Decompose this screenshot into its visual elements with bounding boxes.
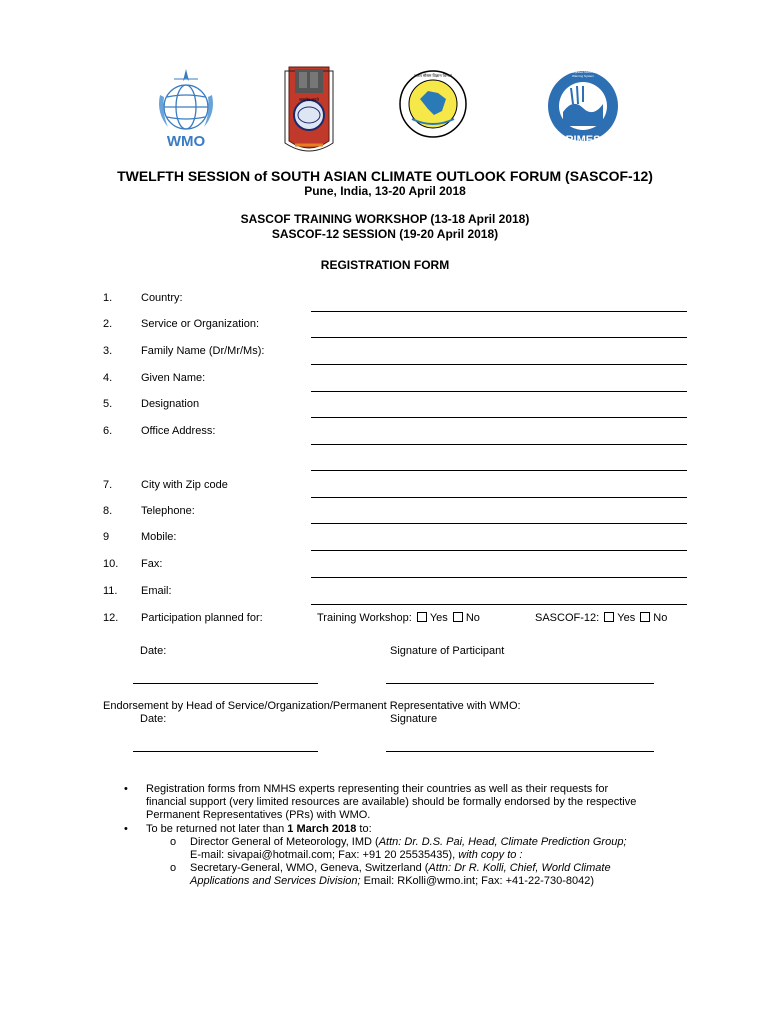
form-title: REGISTRATION FORM [320, 258, 450, 272]
field-number: 8. [103, 505, 113, 517]
designation-input-line[interactable] [311, 417, 687, 418]
note-1-line-2: financial support (very limited resources are available) should be formally endorsed by the respective [146, 796, 637, 808]
field-label-designation: Designation [141, 398, 200, 410]
note-1-line-1: Registration forms from NMHS experts representing their countries as well as their requests for [146, 783, 609, 795]
field-number: 5. [103, 398, 113, 410]
training-yes-label: Yes [429, 612, 448, 624]
sascof-label: SASCOF-12: [535, 612, 600, 624]
email-input-line[interactable] [311, 604, 687, 605]
india-emblem-text: सत्यमेव जयते [299, 97, 319, 102]
date-input-line[interactable] [133, 683, 318, 684]
imd-recipient: Director General of Meteorology, IMD ( [190, 836, 379, 848]
endorsement-date-line[interactable] [133, 751, 318, 752]
field-number: 11. [103, 585, 118, 597]
bullet-icon: • [124, 823, 128, 835]
endorsement-label: Endorsement by Head of Service/Organization/Permanent Representative with WMO: [103, 700, 521, 712]
field-label-fax: Fax: [141, 558, 163, 570]
field-number: 6. [103, 425, 113, 437]
field-label-telephone: Telephone: [141, 505, 195, 517]
field-label-country: Country: [141, 292, 183, 304]
field-row-family-name [0, 345, 770, 365]
rimes-logo [545, 68, 621, 152]
field-number: 9 [103, 531, 110, 543]
page-subtitle: Pune, India, 13-20 April 2018 [304, 184, 466, 198]
city-input-line[interactable] [311, 497, 687, 498]
sascof-no-label: No [653, 612, 668, 624]
imd-logo [398, 69, 468, 139]
bullet-icon: • [124, 783, 128, 795]
deadline-date: 1 March 2018 [287, 823, 357, 835]
field-number: 1. [103, 292, 113, 304]
training-yes-checkbox[interactable] [417, 612, 427, 622]
fax-input-line[interactable] [311, 577, 687, 578]
family-name-input-line[interactable] [311, 364, 687, 365]
field-row-designation [0, 398, 770, 418]
india-emblem-logo [277, 63, 341, 157]
organization-input-line[interactable] [311, 337, 687, 338]
field-number: 3. [103, 345, 113, 357]
wmo-division: Applications and Services Division; [190, 875, 361, 887]
field-row-organization [0, 318, 770, 338]
session-heading: SASCOF-12 SESSION (19-20 April 2018) [271, 227, 499, 241]
field-row-telephone [0, 505, 770, 525]
field-label-organization: Service or Organization: [141, 318, 259, 330]
endorsement-signature-line[interactable] [386, 751, 654, 752]
endorsement-date-label: Date: [140, 713, 167, 725]
participant-signature-line[interactable] [386, 683, 654, 684]
recipient-imd-line-2 [190, 849, 522, 862]
sascof-option [535, 612, 667, 624]
wmo-logo [152, 65, 220, 153]
field-row-email [0, 585, 770, 605]
note-2 [146, 823, 372, 836]
field-row-given-name [0, 372, 770, 392]
wmo-contact: Email: RKolli@wmo.int; Fax: +41-22-730-8042) [360, 875, 594, 887]
circle-bullet-icon: o [170, 836, 177, 848]
wmo-logo-text: WMO [166, 133, 206, 150]
participant-signature-label: Signature of Participant [390, 645, 505, 657]
workshop-heading: SASCOF TRAINING WORKSHOP (13-18 April 2018) [240, 212, 530, 226]
field-row-participation [0, 612, 770, 632]
field-label-given-name: Given Name: [141, 372, 206, 384]
imd-logo-text: भारत मौसम विज्ञान विभाग [413, 73, 453, 78]
rimes-logo-text: RIMES [565, 134, 601, 146]
copy-to-note: with copy to : [458, 849, 523, 861]
field-number: 2. [103, 318, 113, 330]
sascof-yes-checkbox[interactable] [604, 612, 614, 622]
field-label-city: City with Zip code [141, 479, 228, 491]
sascof-no-checkbox[interactable] [640, 612, 650, 622]
training-workshop-option [317, 612, 480, 624]
field-label-email: Email: [141, 585, 172, 597]
field-number: 7. [103, 479, 113, 491]
field-row-fax [0, 558, 770, 578]
note-1-line-3: Permanent Representatives (PRs) with WMO. [146, 809, 371, 821]
training-workshop-label: Training Workshop: [317, 612, 412, 624]
note-2-prefix: To be returned not later than [146, 823, 288, 835]
recipient-imd-line-1 [190, 836, 627, 849]
mobile-input-line[interactable] [311, 550, 687, 551]
field-label-office-address: Office Address: [141, 425, 216, 437]
field-row-country [0, 292, 770, 312]
imd-attention: Attn: Dr. D.S. Pai, Head, Climate Prediction Group; [378, 836, 627, 848]
office-address-input-line-2[interactable] [311, 470, 687, 471]
field-label-participation: Participation planned for: [141, 612, 263, 624]
recipient-wmo-line-2 [190, 875, 594, 888]
given-name-input-line[interactable] [311, 391, 687, 392]
note-2-suffix: to: [356, 823, 372, 835]
field-number: 12. [103, 612, 119, 624]
office-address-input-line-1[interactable] [311, 444, 687, 445]
training-no-label: No [465, 612, 480, 624]
field-row-office-address [0, 425, 770, 445]
field-row-mobile [0, 531, 770, 551]
circle-bullet-icon: o [170, 862, 177, 874]
field-label-mobile: Mobile: [141, 531, 177, 543]
sascof-yes-label: Yes [617, 612, 636, 624]
recipient-wmo-line-1 [190, 862, 611, 875]
training-no-checkbox[interactable] [453, 612, 463, 622]
endorsement-signature-label: Signature [390, 713, 438, 725]
rimes-arc-text: Regional Integrated Multi-Hazard Early Warning System [557, 70, 609, 78]
date-label: Date: [140, 645, 167, 657]
field-row-city [0, 479, 770, 499]
field-number: 10. [103, 558, 119, 570]
wmo-recipient: Secretary-General, WMO, Geneva, Switzerland ( [190, 862, 429, 874]
wmo-attention: Attn: Dr R. Kolli, Chief, World Climate [428, 862, 611, 874]
telephone-input-line[interactable] [311, 523, 687, 524]
field-number: 4. [103, 372, 113, 384]
field-label-family-name: Family Name (Dr/Mr/Ms): [141, 345, 265, 357]
country-input-line[interactable] [311, 311, 687, 312]
page-title: TWELFTH SESSION of SOUTH ASIAN CLIMATE OUTLOOK FORUM (SASCOF-12) [117, 168, 653, 184]
imd-contact: E-mail: sivapai@hotmail.com; Fax: +91 20 25535435), [190, 849, 459, 861]
